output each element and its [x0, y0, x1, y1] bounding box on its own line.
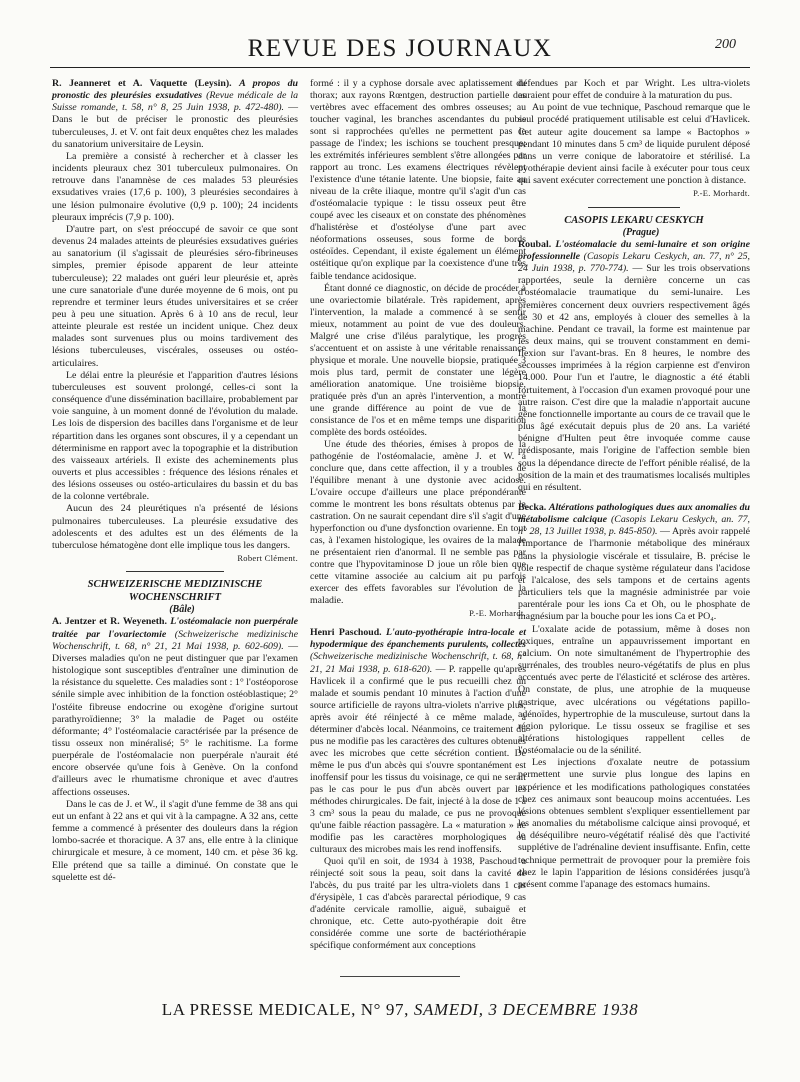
paragraph: Une étude des théories, émises à propos de la pathogénie de l'ostéomalacie, amène J. et W. à conclure que, dans cette affection, il y a troubles de l'équilibre menant à une dystonie avec acidose. L'ovaire occupe d'ailleurs une place prépondérante comme le montrent les bons résultats obtenus par la castration. On ne saurait cependant dire s'il s'agit d'une hyperfonction ou d'une dysfonction ovarienne. En tout cas, à l'examen histologique, les ovaires de la malade ne présentaient rien d'anormal. Il ne semble pas par contre que l'hypovitaminose D joue un rôle bien que cette vitamine associée au calcium ait pu parfois exercer des effets favorables sur l'évolution de la maladie. [310, 438, 526, 607]
article-author: Henri Paschoud. [310, 627, 382, 639]
article-text: — Après avoir rappelé l'importance de l'harmonie métabolique des minéraux dans la physiologie viscérale et tissulaire, B. précise le rôle respectif de chaque système régulateur dans l'acidose et l'alcalose, des sels tampons et de certains agents particuliers tels que la magnésie administrée par voie parentérale pour les ions Ca et Oh, ou le phosphate de magnésium par la bouche pour les ions Ca et PO₄. [518, 526, 750, 623]
article-text: — Diverses maladies qu'on ne peut distinguer que par l'examen histologique sont susceptibles d'entraîner une diminution de la résistance du squelette. Ces maladies sont : 1° l'ostéoporose sénile simple avec inhibition de la fonction ostéoblastique; 2° l'ostéite fibreuse endocrine ou exogène d'origine surtout parathyroïdienne; 3° la maladie de Paget ou ostéite déformante; 4° l'ostéomalacie caractérisée par la présence de tissu osseux non minéralisé; 5° le rachitisme. La forme puerpérale de l'ostéomalacie non puerpérale n'aurait été encore observée qu'une fois à Genève. On la confond d'ailleurs avec le rhumatisme chronique et avec d'autres affections osseuses. [52, 640, 299, 798]
page-number: 200 [715, 37, 736, 52]
journal-city: (Prague) [622, 226, 660, 238]
column-1 [52, 78, 298, 884]
journal-heading: SCHWEIZERISCHE MEDIZINISCHE WOCHENSCHRIFT [87, 579, 263, 604]
article-title: L'auto-pyothérapie intra-locale et hypodermique des épanchements purulents, collectés [310, 627, 526, 651]
article-signature: Robert Clément. [237, 553, 298, 564]
article-jeanneret [52, 78, 298, 151]
paragraph: Dans le cas de J. et W., il s'agit d'une femme de 38 ans qui eut un enfant à 22 ans et qui vit à la campagne. A 32 ans, cette femme a commencé à présenter des douleurs dans la région lombo-sacrée et thoracique. A 37 ans, elle entre à la clinique chirurgicale et mesure, à ce moment, 140 cm. et pèse 36 kg. Elle prétend que sa taille a diminué. On constate que le squelette est dé- [52, 798, 298, 883]
article-signature: P.-E. Morhardt. [469, 608, 526, 619]
article-text: — Dans le but de préciser le pronostic des pleurésies tuberculeuses, J. et V. ont fait deux enquêtes chez les malades du sanatorium universitaire de Leysin. [52, 102, 298, 150]
footer-journal: LA PRESSE MEDICALE, N° 97, [161, 1000, 409, 1019]
footer-date: SAMEDI, 3 DECEMBRE 1938 [413, 1000, 639, 1019]
journal-city: (Bâle) [169, 604, 195, 616]
article-becka [518, 502, 750, 624]
header-rule [50, 67, 750, 68]
paragraph: Aucun des 24 pleurétiques n'a présenté de lésions pulmonaires tuberculeuses. La pleurésie exsudative des adolescents et des adultes est un des éléments de la tuberculose hématogène dont elle implique tous les dangers. [52, 503, 298, 551]
article-source: (Revue médicale de la Suisse romande, t. 58, n° 8, 25 Juin 1938, p. 472-480). [52, 90, 299, 114]
paragraph: formé : il y a cyphose dorsale avec aplatissement du thorax; aux rayons Rœntgen, destruction partielle des vertèbres avec effacement des ombres osseuses; au toucher vaginal, les branches ascendantes du pubis sont si rapprochées qu'elles ne permettent pas le passage de l'index; les ischions se touchent presque; les extrémités inférieures semblent s'être allongées par rapport au tronc. Les examens électriques révèlent l'existence d'une tétanie latente. Une biopsie, faite au niveau de la crête iliaque, montre qu'il s'agit d'un cas d'ostéomalacie typique : le tissu osseux peut être coupé avec les ciseaux et on constate des phénomènes d'halistérèse et d'ostéolyse d'une part avec néoformations osseuses, sous forme de bords ostéoïdes. Cependant, il existe également un élément ostéitique qu'on explique par la coexistence d'une très faible tendance acidosique. [310, 78, 526, 282]
paragraph: La première a consisté à rechercher et à classer les incidents pleuraux chez 301 tuberculeux pulmonaires. On retrouve dans l'anamnèse de ces malades 53 pleurésies exsudatives vraies (17,6 p. 100), 3 pleurésies secondaires à une lésion pulmonaire évolutive (0,9 p. 100); 24 incidents pleuraux imprécis (7,9 p. 100). [52, 150, 298, 223]
article-source: (Casopis Lekaru Ceskych, an. 77, n° 25, 24 Juin 1938, p. 770-774). [518, 250, 751, 275]
article-author: R. Jeanneret et A. Vaquette (Leysin). [52, 78, 232, 89]
paragraph: Au point de vue technique, Paschoud remarque que le seul procédé pratiquement utilisable est celui d'Havlicek. Cet auteur agite doucement sa lampe « Bactophos » pendant 10 minutes dans 5 cm³ de liquide purulent déposé dans un verre conique de laboratoire et stérilisé. La pyothérapie devient ainsi facile à exécuter pour tous ceux qui savent exécuter correctement une ponction à distance. [518, 102, 750, 187]
article-source: (Schweizerische medizinische Wochenschrift, t. 68, n° 21, 21 Mai 1938, p. 602-609). [52, 628, 298, 652]
article-jentzer [52, 616, 298, 798]
spacer [310, 619, 526, 627]
paragraph: Le délai entre la pleurésie et l'apparition d'autres lésions tuberculeuses est souvent prolongé, celles-ci sont la conséquence d'une dissémination bacillaire, probablement par voie sanguine, à un moment donné de l'évolution du malade. Les lois de dispersion des bacilles dans l'organisme et de leur répartition dans les organes sont obscures, il y a cependant un déterminisme en rapport avec la topographie et la distribution des vaisseaux artériels. Il existe des acheminements plus ouverts et plus accessibles : fréquence des lésions rénales et des lésions osseuses ou ostéo-articulaires du bassin et du bas de la colonne vertébrale. [52, 369, 298, 503]
paragraph: D'autre part, on s'est préoccupé de savoir ce que sont devenus 24 malades atteints de pleurésies exsudatives guéries au sanatorium (il s'agissait de pleurésies séro-fibrineuses simples, premier épisode apparent de leur atteinte tuberculeuse); 22 malades ont guéri leur pleurésie et, après une cure sanatoriale d'une durée moyenne de 6 mois, ont pu reprendre et terminer leurs études universitaires et se créer peu à peu une situation. Après 6 à 10 ans de recul, leur atteinte pleurale est restée un incident unique. Chez deux malades sont survenues plus ou moins tardivement des lésions tuberculeuses, viscérales, osseuses ou ostéo-articulaires. [52, 223, 298, 369]
paragraph: Étant donné ce diagnostic, on décide de procéder à une ovariectomie bilatérale. Très rapidement, après l'intervention, la malade a commencé à se sentir mieux, notamment au point de vue des douleurs. Malgré une crise d'iléus paralytique, les progrès s'accentuent et on assiste à une véritable renaissance physique et morale. Une nouvelle biopsie, pratiquée 3 mois plus tard, permit de constater une légère amélioration anatomique. Une troisième biopsie, pratiquée près d'un an après l'intervention, a montré une grande différence au point de vue de la consistance de l'os et en même temps une disparition complète des bords ostéoïdes. [310, 282, 526, 438]
page-footer [50, 1000, 750, 1020]
article-author: Becka. [518, 502, 547, 513]
article-title: L'ostéomalacie non puerpérale traitée par l'ovariectomie [52, 616, 299, 640]
footer-rule [340, 976, 460, 977]
journal-heading: CASOPIS LEKARU CESKYCH [564, 214, 704, 226]
article-source: (Casopis Lekaru Ceskych, an. 77, n° 28, 13 Juillet 1938, p. 845-850). [518, 514, 750, 538]
column-3 [518, 78, 750, 891]
separator-rule [588, 207, 681, 208]
paragraph: défendues par Koch et par Wright. Les ultra-violets auraient pour effet de conduire à la maturation du pus. [518, 78, 750, 102]
article-paschoud [310, 627, 526, 856]
article-title: L'ostéomalacie du semi-lunaire et son origine professionnelle [518, 238, 751, 262]
paragraph: Quoi qu'il en soit, de 1934 à 1938, Paschoud a réinjecté soit sous la peau, soit dans la cavité de l'abcès, du pus traité par les ultra-violets dans 1 cas d'érysipèle, 1 cas d'abcès pararectal périodique, 9 cas d'adénite cervicale ramollie, aiguë, subaiguë et chronique, etc. Cette auto-pyothérapie doit être considérée comme une sorte de bactériothérapie spécifique conformément aux conceptions [310, 856, 526, 952]
paragraph: Les injections d'oxalate neutre de potassium permettent une survie plus longue des lapins en expérience et les modifications pathologiques constatées chez ces animaux sont beaucoup moins accentuées. Les lésions obtenues semblent s'expliquer essentiellement par les anomalies du métabolisme calcique ainsi provoqué, et le déséquilibre neuro-végétatif réalisé dès que l'activité supplétive de l'adrénaline devient insuffisante. Enfin, cette technique permettrait de provoquer pour la première fois chez le lapin l'apparition de lésions considérées jusqu'à présent comme l'apanage des estomacs humains. [518, 757, 750, 890]
article-author: Roubal. [518, 238, 552, 250]
spacer [518, 494, 750, 502]
paragraph: L'oxalate acide de potassium, même à doses non toxiques, entraîne un appauvrissement important en calcium. On note simultanément de l'hypertrophie des surrénales, des troubles neuro-végétatifs de plus en plus accentués avec perte de l'élasticité et sclérose des artères. On constate, de plus, une atrophie de la muqueuse gastrique, avec ulcérations ou végétations papillo-adénoïdes, hypertrophie de la musculeuse, surtout dans la région pylorique. Le tissu osseux se fragilise et ses altérations histologiques rappellent celles de l'ostéomalacie ou de la sénilité. [518, 623, 750, 757]
running-header-title: REVUE DES JOURNAUX [247, 35, 553, 62]
article-title: Altérations pathologiques dues aux anomalies du métabolisme calcique [518, 502, 751, 526]
separator-rule [126, 571, 224, 572]
article-source: (Schweizerische medizinische Wochenschrift, t. 68, n° 21, 21 Mai 1938, p. 618-620). [310, 651, 526, 675]
article-text: — Sur les trois observations rapportées, seule la dernière concerne un cas d'ostéomalacie traumatique du semi-lunaire. Les premières concernent deux ouvriers respectivement âgés de 30 et 42 ans, employés à clouer des semelles à la machine. Pendant ce travail, la forme est maintenue par les deux mains, qui se trouvent constamment en demi-flexion sur l'avant-bras. En 8 heures, le nombre des secousses imprimées à la région carpienne est d'environ 14.000. Pour l'un et l'autre, le diagnostic a été établi fortuitement, à l'occasion d'un examen provoqué pour une autre raison. C'est dire que la maladie n'apportait aucune gêne fonctionnelle importante au cours de ce travail que le plus âgé exécutait depuis plus de 20 ans. La variété bénigne d'Hulten peut être invoquée comme cause prédisposante, mais l'origine de l'affection semble bien sous la dépendance directe de l'effort pénible réalisé, de la position de la main et des traumatismes localisés multiples qui en résultent. [518, 263, 750, 493]
article-text: — P. rappelle qu'après Havlicek il a confirmé que le pus recueilli chez un malade et soumis pendant 10 minutes à l'action d'une source artificielle de rayons ultra-violets n'arrive plus, après avoir été réinjecté à ce même malade, à déterminer d'abcès local. Néanmoins, ce traitement du pus ne modifie pas les caractères des cultures obtenues avec les microbes que cette sécrétion contient. De même le pus d'un abcès qui s'ouvre spontanément est inoffensif pour les tissus du voisinage, ce qui ne serait pas le cas pour le pus d'un abcès ouvert par les méthodes chirurgicales. De fait, injecté à la dose de 1 à 3 cm³ sous la peau du malade, ce pus ne provoque qu'une faible réaction passagère. La « maturation » ne modifie pas les caractères morphologiques ou culturaux des microbes mais les rend inoffensifs. [310, 663, 527, 855]
article-title: A propos du pronostic des pleurésies exsudatives [52, 78, 298, 102]
article-signature: P.-E. Morhardt. [693, 188, 750, 199]
article-author: A. Jentzer et R. Weyeneth. [52, 616, 167, 628]
article-roubal [518, 239, 750, 494]
column-2 [310, 78, 526, 952]
